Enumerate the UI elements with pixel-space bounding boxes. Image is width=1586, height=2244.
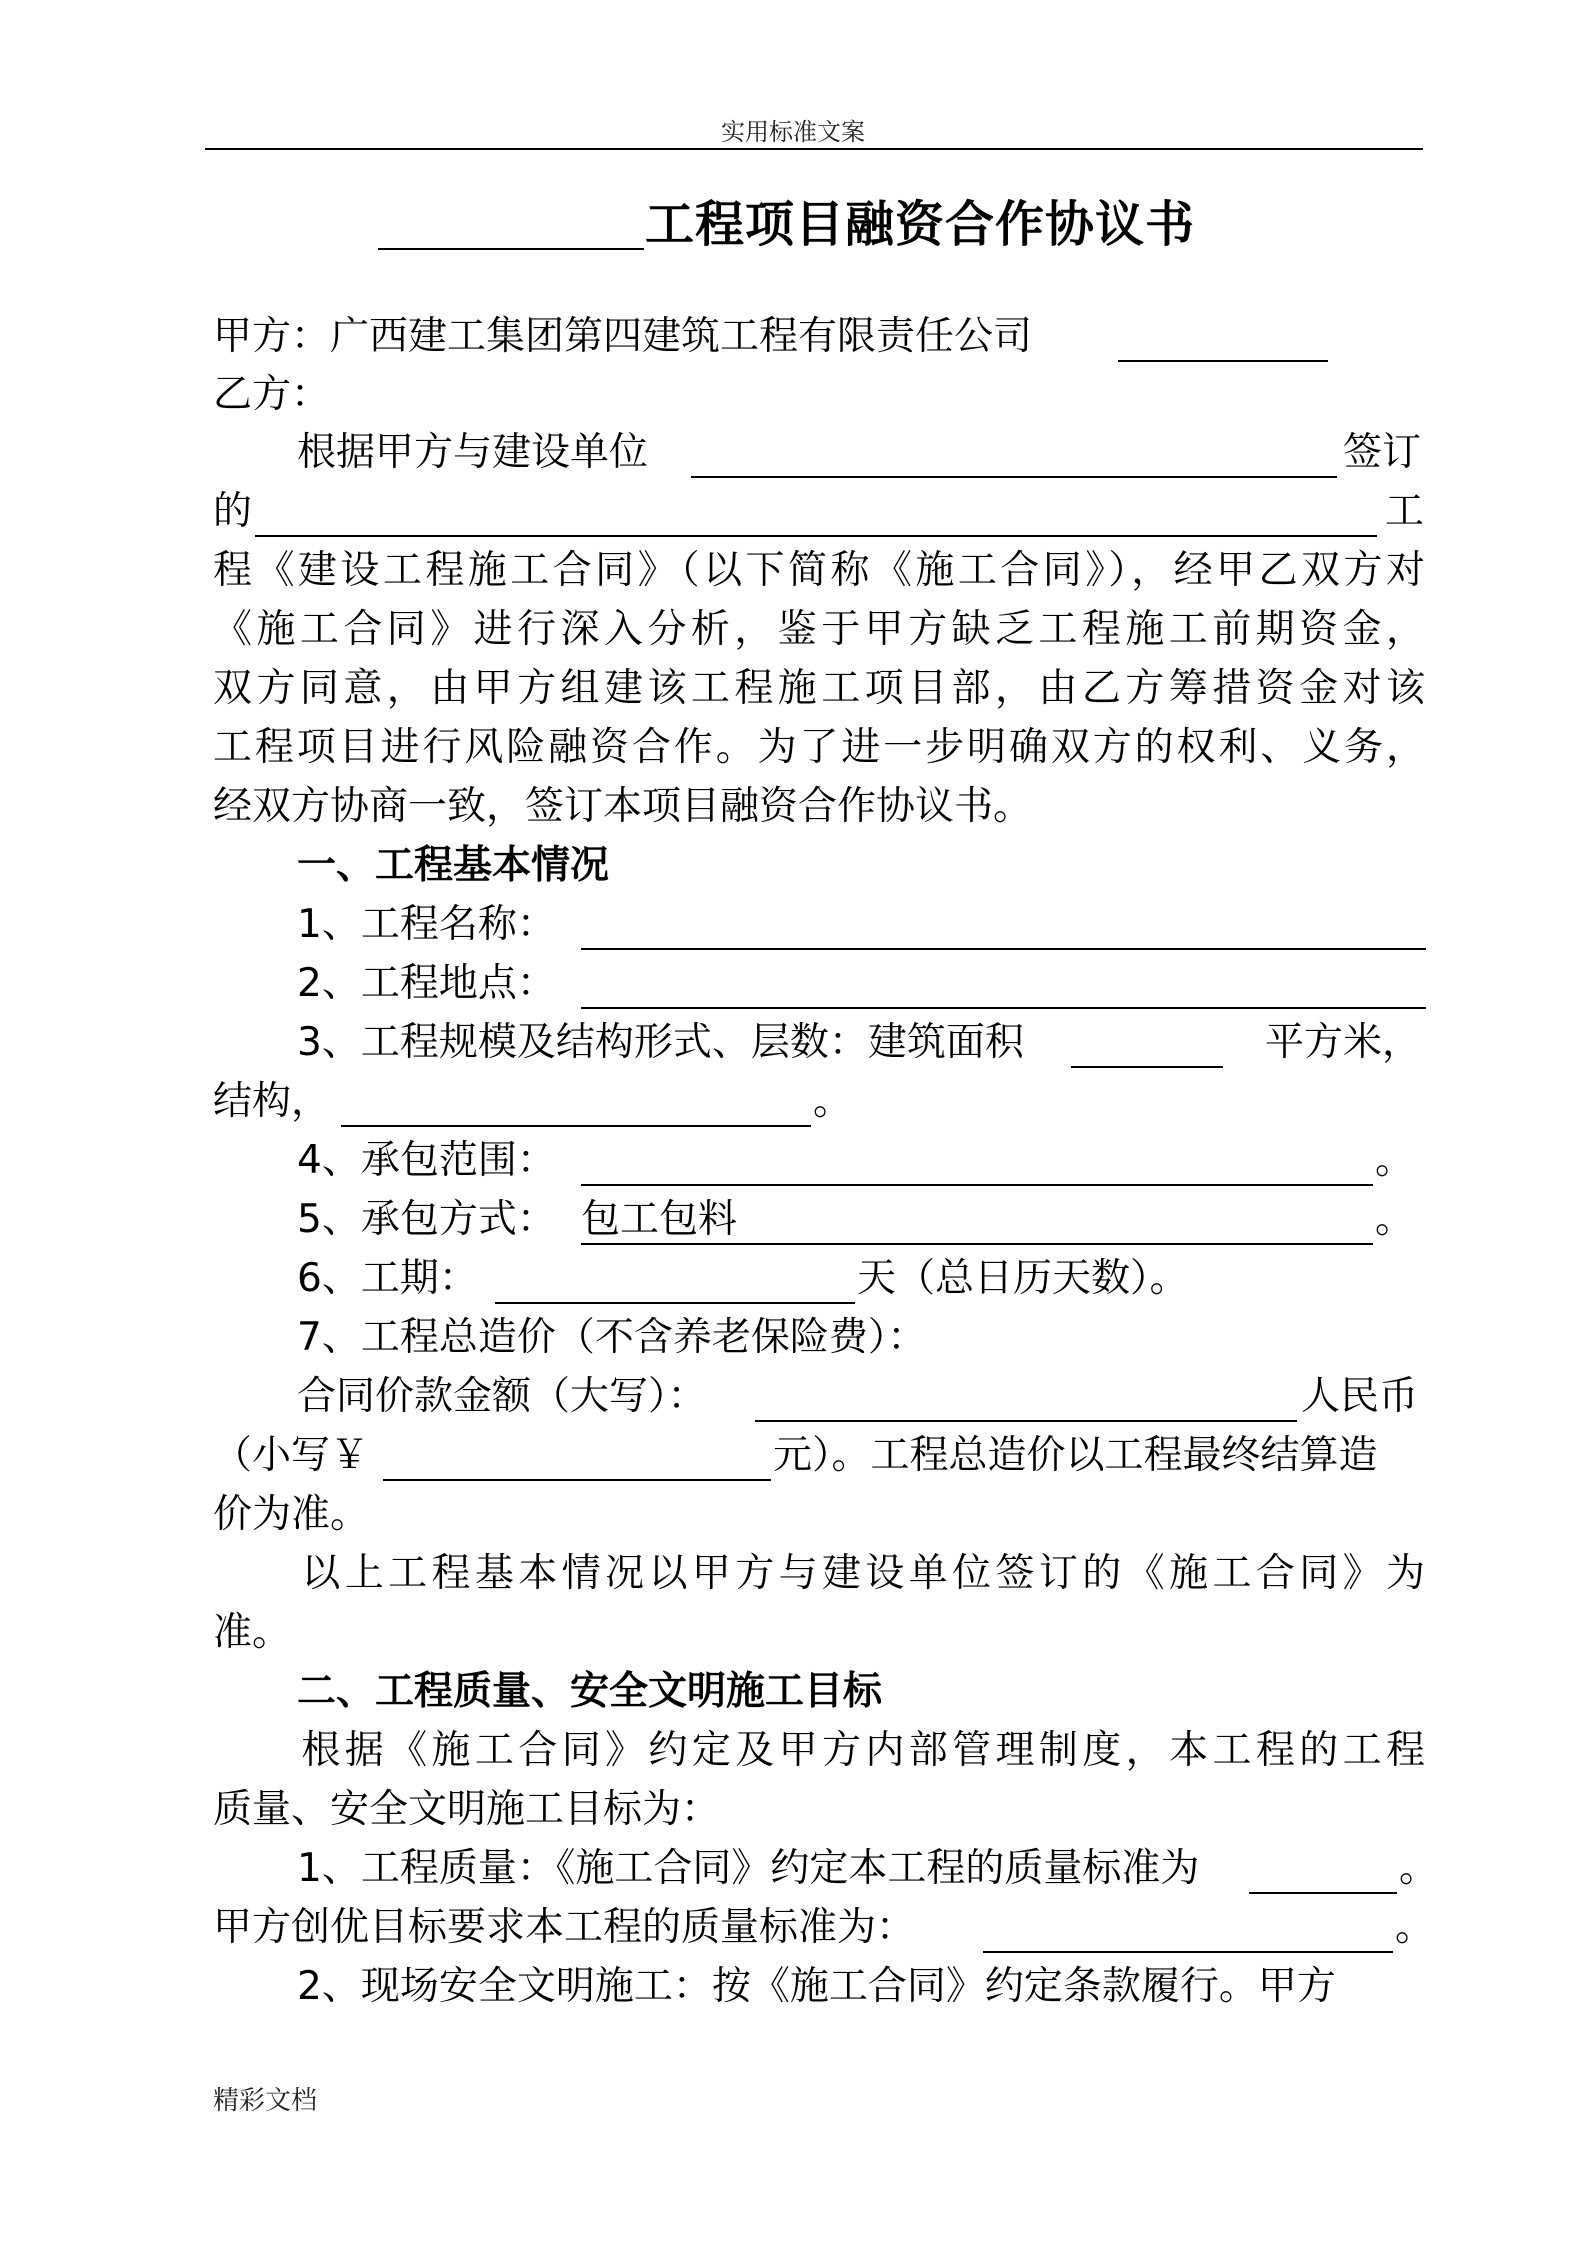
period-text: 。 xyxy=(1395,1905,1435,1950)
basis-note-text: 以上工程基本情况以甲方与建设单位签订的《施工合同》为 xyxy=(297,1551,1425,1596)
excellence-target-line xyxy=(213,1903,1435,1953)
title-blank-line[interactable] xyxy=(378,248,644,250)
price-note-text: 价为准。 xyxy=(213,1492,370,1537)
period-text: 。 xyxy=(1375,1138,1415,1183)
item-label: 4、承包范围： xyxy=(297,1138,556,1183)
contract-scope-field[interactable] xyxy=(581,1184,1373,1186)
quality-intro-line-1 xyxy=(213,1726,1425,1776)
contract-method-field[interactable] xyxy=(581,1243,1373,1245)
section-heading-text: 二、工程质量、安全文明施工目标 xyxy=(297,1669,883,1714)
item-label: 2、工程地点： xyxy=(297,961,556,1006)
unit-text: 平方米， xyxy=(1265,1020,1422,1065)
section-1-heading xyxy=(213,841,1425,891)
construction-unit-blank[interactable] xyxy=(691,476,1337,478)
project-name-blank[interactable] xyxy=(255,535,1377,537)
section-heading-text: 一、工程基本情况 xyxy=(297,843,610,888)
section-2-heading xyxy=(213,1667,1425,1717)
structure-field[interactable] xyxy=(341,1125,811,1127)
basis-note-text: 准。 xyxy=(213,1610,292,1655)
intro-line-7 xyxy=(213,782,1425,832)
contract-price-line xyxy=(213,1372,1425,1422)
page-header: 实用标准文案 xyxy=(721,118,865,146)
project-name-field[interactable] xyxy=(581,948,1426,950)
item-structure xyxy=(213,1077,1425,1127)
item-duration xyxy=(213,1254,1425,1304)
quality-label: 1、工程质量：《施工合同》约定本工程的质量标准为 xyxy=(297,1846,1200,1891)
duration-field[interactable] xyxy=(495,1302,855,1304)
currency-text: 人民币 xyxy=(1301,1374,1419,1419)
quality-intro-text: 根据《施工合同》约定及甲方内部管理制度，本工程的工程 xyxy=(297,1728,1425,1773)
quality-intro-text: 质量、安全文明施工目标为： xyxy=(213,1787,721,1832)
period-text: 。 xyxy=(1375,1197,1415,1242)
item-label: 1、工程名称： xyxy=(297,902,556,947)
contract-price-small-line xyxy=(213,1431,1425,1481)
party-a-label: 甲方：广西建工集团第四建筑工程有限责任公司 xyxy=(213,314,1033,359)
price-note-end xyxy=(213,1490,1425,1540)
contract-method-value: 包工包料 xyxy=(581,1197,738,1242)
intro-line-6: 工程项目进行风险融资合作。为了进一步明确双方的权利、义务， xyxy=(213,725,1425,770)
item-label: 5、承包方式： xyxy=(297,1197,556,1242)
intro-text: 的 xyxy=(213,489,253,534)
item-project-scale xyxy=(213,1018,1425,1068)
excellence-label: 甲方创优目标要求本工程的质量标准为： xyxy=(213,1905,916,1950)
basis-note-line-2 xyxy=(213,1608,1425,1658)
party-a-line xyxy=(213,312,1425,362)
intro-text: 工 xyxy=(1385,489,1425,534)
header-rule xyxy=(205,148,1423,150)
period-text: 。 xyxy=(1399,1846,1439,1891)
price-note-text: 元）。工程总造价以工程最终结算造 xyxy=(773,1433,1378,1478)
site-safety-line xyxy=(213,1962,1425,2012)
safety-text: 2、现场安全文明施工：按《施工合同》约定条款履行。甲方 xyxy=(297,1964,1336,2009)
intro-text: 签订 xyxy=(1343,430,1422,475)
party-b-line xyxy=(213,370,1425,420)
intro-line-3: 程《建设工程施工合同》（以下简称《施工合同》），经甲乙双方对 xyxy=(213,548,1425,593)
item-label: 7、工程总造价（不含养老保险费）： xyxy=(297,1315,927,1360)
price-small-label: （小写￥ xyxy=(213,1433,370,1478)
intro-line-4: 《施工合同》进行深入分析，鉴于甲方缺乏工程施工前期资金， xyxy=(213,607,1425,652)
quality-standard-field[interactable] xyxy=(1249,1892,1397,1894)
item-contract-scope xyxy=(213,1136,1425,1186)
party-a-blank[interactable] xyxy=(1118,360,1328,362)
intro-line-1 xyxy=(213,428,1425,478)
project-location-field[interactable] xyxy=(581,1007,1426,1009)
document-title xyxy=(0,186,1586,254)
intro-text: 经双方协商一致，签订本项目融资合作协议书。 xyxy=(213,784,1033,829)
item-project-name xyxy=(213,900,1425,950)
price-label: 合同价款金额（大写）： xyxy=(297,1374,707,1419)
quality-standard-line xyxy=(213,1844,1439,1894)
title-text: 工程项目融资合作协议书 xyxy=(645,196,1196,253)
item-project-location xyxy=(213,959,1425,1009)
duration-unit-text: 天（总日历天数）。 xyxy=(857,1256,1189,1301)
intro-line-5: 双方同意，由甲方组建该工程施工项目部，由乙方筹措资金对该 xyxy=(213,666,1425,711)
structure-label: 结构， xyxy=(213,1079,331,1124)
excellence-target-field[interactable] xyxy=(983,1951,1393,1953)
intro-text: 根据甲方与建设单位 xyxy=(297,430,649,475)
item-contract-method xyxy=(213,1195,1425,1245)
item-label: 6、工期： xyxy=(297,1256,478,1301)
item-label: 3、工程规模及结构形式、层数：建筑面积 xyxy=(297,1020,1024,1065)
basis-note-line-1 xyxy=(213,1549,1425,1599)
price-numeric-field[interactable] xyxy=(383,1479,771,1481)
intro-line-2 xyxy=(213,487,1425,537)
item-total-cost xyxy=(213,1313,1425,1363)
period-text: 。 xyxy=(813,1079,853,1124)
quality-intro-line-2 xyxy=(213,1785,1425,1835)
party-b-label: 乙方： xyxy=(213,372,331,417)
page-footer: 精彩文档 xyxy=(213,2086,318,2116)
building-area-field[interactable] xyxy=(1071,1066,1223,1068)
price-capital-field[interactable] xyxy=(755,1420,1297,1422)
